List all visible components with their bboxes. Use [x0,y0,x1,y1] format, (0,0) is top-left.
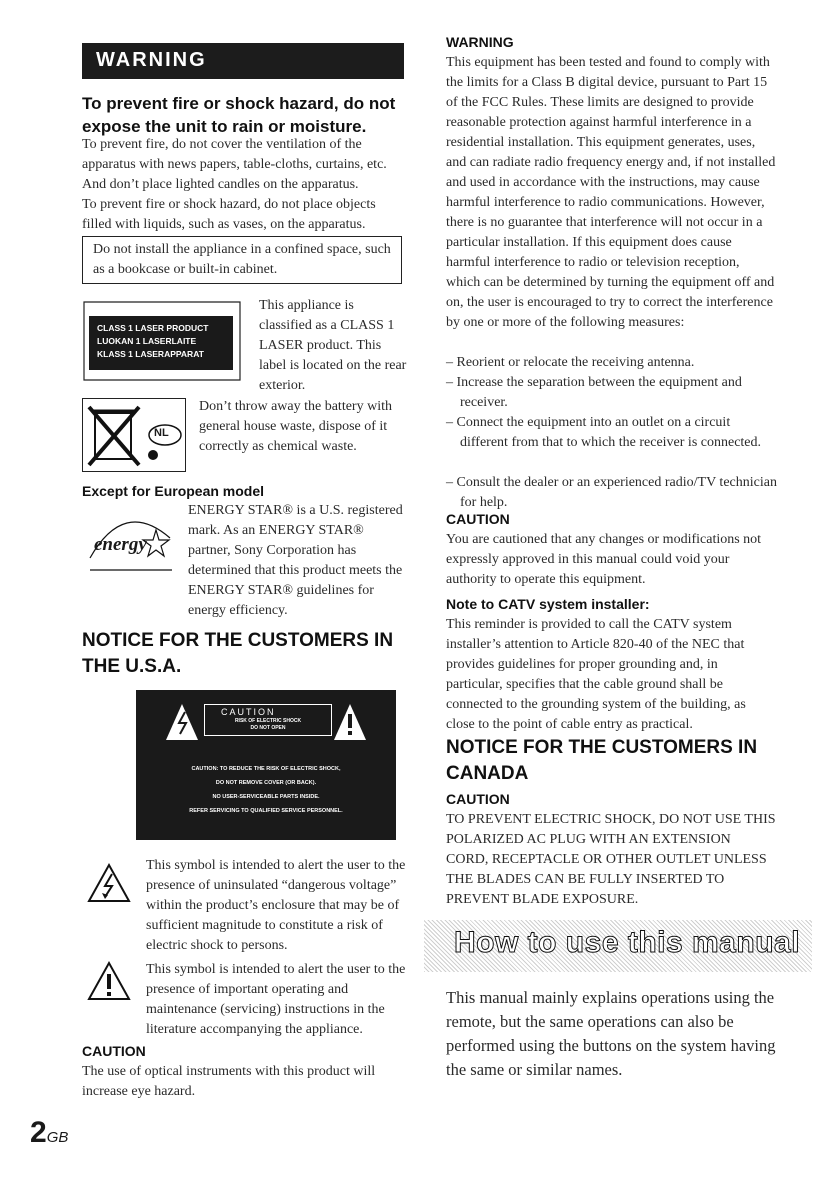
battery-disposal-text: Don’t throw away the battery with general house waste, dispose of it correctly as chemical waste. [199,399,392,454]
caution-label-subtitle: RISK OF ELECTRIC SHOCK [234,718,302,724]
warning-banner-text: WARNING [96,49,207,71]
exclamation-symbol-text: This symbol is intended to alert the user to the presence of important operating and maintenance (servicing) instructions in the literature accompanying the appliance. [146,962,406,1037]
fcc-warning-text: This equipment has been tested and found to comply with the limits for a Class B digital device, pursuant to Part 15 of the FCC Rules. These limits are designed to provide reasonable protection against harmful interference in a residential installation. This equipment generates, uses, and can radiate radio frequency energy and, if not installed and used in accordance with the instructions, may cause harmful interference to radio communications. However, there is no guarantee that interference will not occur in a particular installation. If this equipment does cause harmful interference to radio or television reception, which can be determined by turning the equipment off and on, the user is encouraged to try to correct the interference by one or more of the following measures: [446,55,776,330]
modification-caution-text: You are cautioned that any changes or modifications not expressly approved in this manual could void your authority to operate this equipment. [446,532,762,587]
battery-disposal-symbol [82,398,186,472]
fire-hazard-heading: To prevent fire or shock hazard, do not expose the unit to rain or moisture. [82,94,396,136]
except-european-heading: Except for European model [82,483,265,499]
crossed-bin-icon [83,399,185,471]
laser-class-text: This appliance is classified as a CLASS 1 LASER product. This label is located on the rear exterior. [259,298,407,393]
laser-label-line: LUOKAN 1 LASERLAITE [97,336,197,346]
measure-item: – Increase the separation between the equipment and receiver. [446,375,742,410]
how-to-use-text: This manual mainly explains operations using the remote, but the same operations can also be performed using the buttons on the system having the same or similar names. [446,988,776,1079]
install-notice-box: Do not install the appliance in a confined space, such as a bookcase or built-in cabinet. [82,236,402,284]
optical-caution-text: The use of optical instruments with this product will increase eye hazard. [82,1064,376,1099]
energy-star-logo [84,508,176,574]
warning-banner [82,43,404,79]
canada-notice-heading: NOTICE FOR THE CUSTOMERS IN CANADA [446,737,758,784]
laser-label-line: CLASS 1 LASER PRODUCT [97,323,209,333]
page-number-suffix: GB [46,1129,69,1146]
measure-item: – Connect the equipment into an outlet on a circuit different from that to which the receiver is connected. [446,415,762,450]
right-warning-heading: WARNING [446,34,514,50]
exclamation-warning-icon [86,960,132,1002]
energy-star-text: ENERGY STAR® is a U.S. registered mark. As an ENERGY STAR® partner, Sony Corporation has determined that this product meets the ENERGY STAR® guidelines for energy efficiency. [188,503,403,618]
electric-symbol-text: This symbol is intended to alert the user to the presence of uninsulated “dangerous voltage” within the product’s enclosure that may be of sufficient magnitude to constitute a risk of electric shock to persons. [146,858,406,953]
caution-label-line: NO USER-SERVICEABLE PARTS INSIDE. [212,794,320,800]
usa-notice-heading: NOTICE FOR THE CUSTOMERS IN THE U.S.A. [82,630,394,677]
electric-shock-warning-icon [86,862,132,904]
measure-item: – Consult the dealer or an experienced radio/TV technician for help. [446,475,777,510]
catv-heading: Note to CATV system installer: [446,596,650,612]
laser-label-line: KLASS 1 LASERAPPARAT [97,349,204,359]
caution-label-subtitle: DO NOT OPEN [250,725,286,731]
caution-label-title: CAUTION [221,707,276,717]
catv-text: This reminder is provided to call the CATV system installer’s attention to Article 820-40 of the NEC that provides guidelines for proper grounding and, in particular, specifies that the cable ground shall be connected to the grounding system of the building, as close to the point of cable entry as practical. [446,617,746,732]
measure-item: – Reorient or relocate the receiving antenna. [446,355,695,370]
caution-label-title-box [204,704,332,736]
caution-label-line: DO NOT REMOVE COVER (OR BACK). [215,780,317,786]
energy-logo-text: energy [94,534,147,555]
left-caution-heading: CAUTION [82,1043,146,1059]
how-to-use-banner [424,920,812,972]
how-to-use-heading: How to use this manual [454,926,801,959]
page-number [30,1116,68,1150]
canada-caution-text: TO PREVENT ELECTRIC SHOCK, DO NOT USE THIS POLARIZED AC PLUG WITH AN EXTENSION CORD, RECEPTACLE OR OTHER OUTLET UNLESS THE BLADES CAN BE FULLY INSERTED TO PREVENT BLADE EXPOSURE. [446,812,776,907]
laser-label-inner [89,316,233,370]
nl-symbol: NL [154,427,169,439]
canada-caution-heading: CAUTION [446,791,510,807]
caution-label-line: REFER SERVICING TO QUALIFIED SERVICE PERSONNEL. [189,808,343,814]
right-caution-heading: CAUTION [446,511,510,527]
laser-label [82,300,242,382]
page-number-value: 2 [30,1116,47,1149]
fire-paragraph-1: To prevent fire, do not cover the ventilation of the apparatus with news papers, table-cloths, curtains, etc. And don’t place lighted candles on the apparatus. [82,137,387,192]
caution-label-line: CAUTION: TO REDUCE THE RISK OF ELECTRIC SHOCK, [191,766,341,772]
caution-label-image [136,690,396,840]
fire-paragraph-2: To prevent fire or shock hazard, do not place objects filled with liquids, such as vases, on the apparatus. [82,197,376,232]
